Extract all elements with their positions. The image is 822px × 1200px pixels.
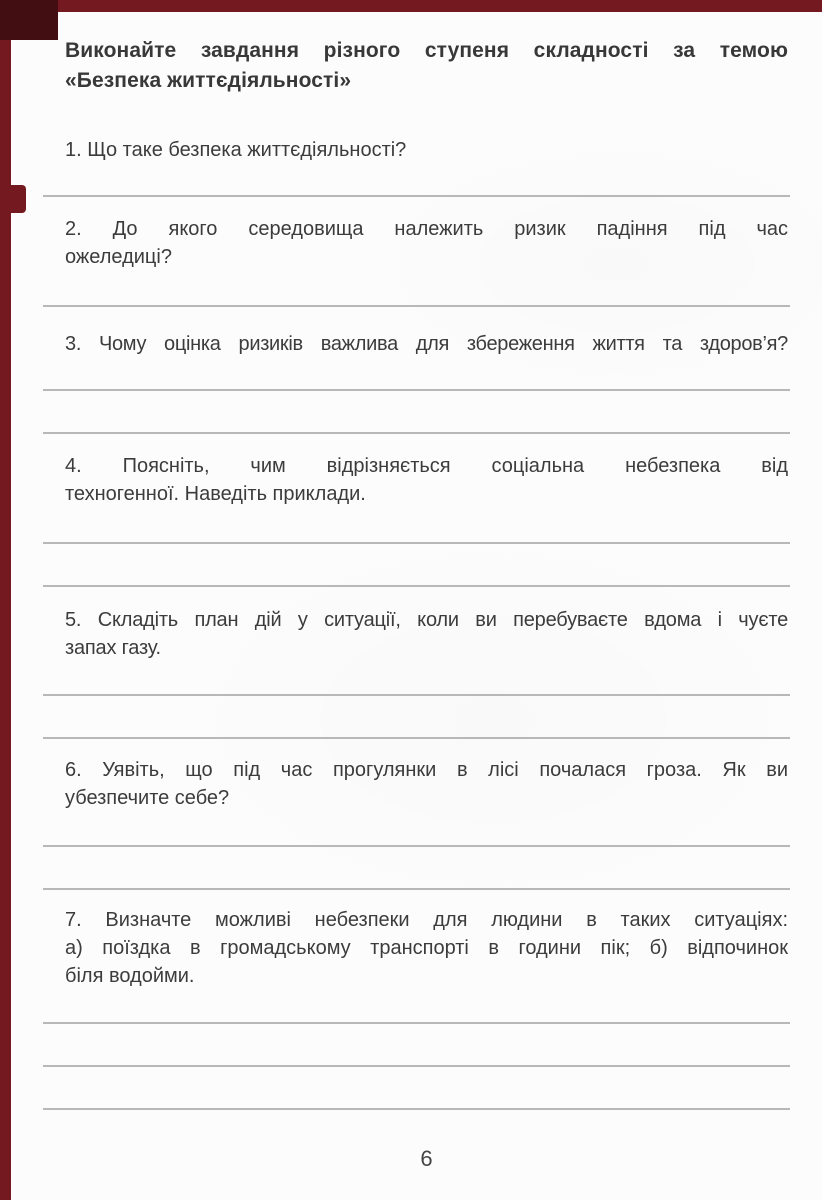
text-line: убезпечите себе? (65, 787, 230, 809)
text-line: а) поїздка в громадському транспорті в години пік; б) відпочинок (65, 937, 788, 959)
text-line: 3. Чому оцінка ризиків важлива для збереження життя та здоров’я? (65, 333, 788, 355)
text-line: 1. Що таке безпека життєдіяльності? (65, 139, 407, 161)
answer-line (43, 432, 790, 434)
answer-line (43, 694, 790, 696)
answer-line (43, 305, 790, 307)
answer-line (43, 1022, 790, 1024)
book-edge-left-border (0, 0, 11, 1200)
page-title (65, 36, 788, 96)
book-edge-top-border (0, 0, 822, 12)
question-4 (65, 452, 788, 508)
text-line: 4. Поясніть, чим відрізняється соціальна небезпека від (65, 455, 788, 477)
text-line: ожеледиці? (65, 246, 172, 268)
answer-line (43, 1065, 790, 1067)
answer-line (43, 195, 790, 197)
question-2 (65, 215, 788, 271)
question-6 (65, 756, 788, 812)
question-7 (65, 906, 788, 990)
question-5 (65, 606, 788, 662)
answer-line (43, 1108, 790, 1110)
text-line: біля водойми. (65, 965, 195, 987)
text-line: «Безпека життєдіяльності» (65, 69, 352, 92)
text-line: запах газу. (65, 637, 161, 659)
answer-line (43, 389, 790, 391)
book-edge-corner-mark (0, 0, 58, 40)
book-edge-left-bump (0, 185, 26, 213)
page-number: 6 (420, 1146, 433, 1171)
text-line: 7. Визначте можливі небезпеки для людини в таких ситуаціях: (65, 909, 788, 931)
answer-line (43, 845, 790, 847)
text-line: 5. Складіть план дій у ситуації, коли ви перебуваєте вдома і чуєте (65, 609, 788, 631)
text-line: 2. До якого середовища належить ризик падіння під час (65, 218, 788, 240)
answer-lines-q7 (43, 1022, 790, 1151)
question-3 (65, 330, 788, 358)
answer-line (43, 737, 790, 739)
answer-line (43, 585, 790, 587)
text-line: техногенної. Наведіть приклади. (65, 483, 366, 505)
text-line: 6. Уявіть, що під час прогулянки в лісі почалася гроза. Як ви (65, 759, 788, 781)
question-1 (65, 136, 788, 164)
text-line: Виконайте завдання різного ступеня складності за темою (65, 39, 788, 62)
answer-line (43, 542, 790, 544)
answer-line (43, 888, 790, 890)
